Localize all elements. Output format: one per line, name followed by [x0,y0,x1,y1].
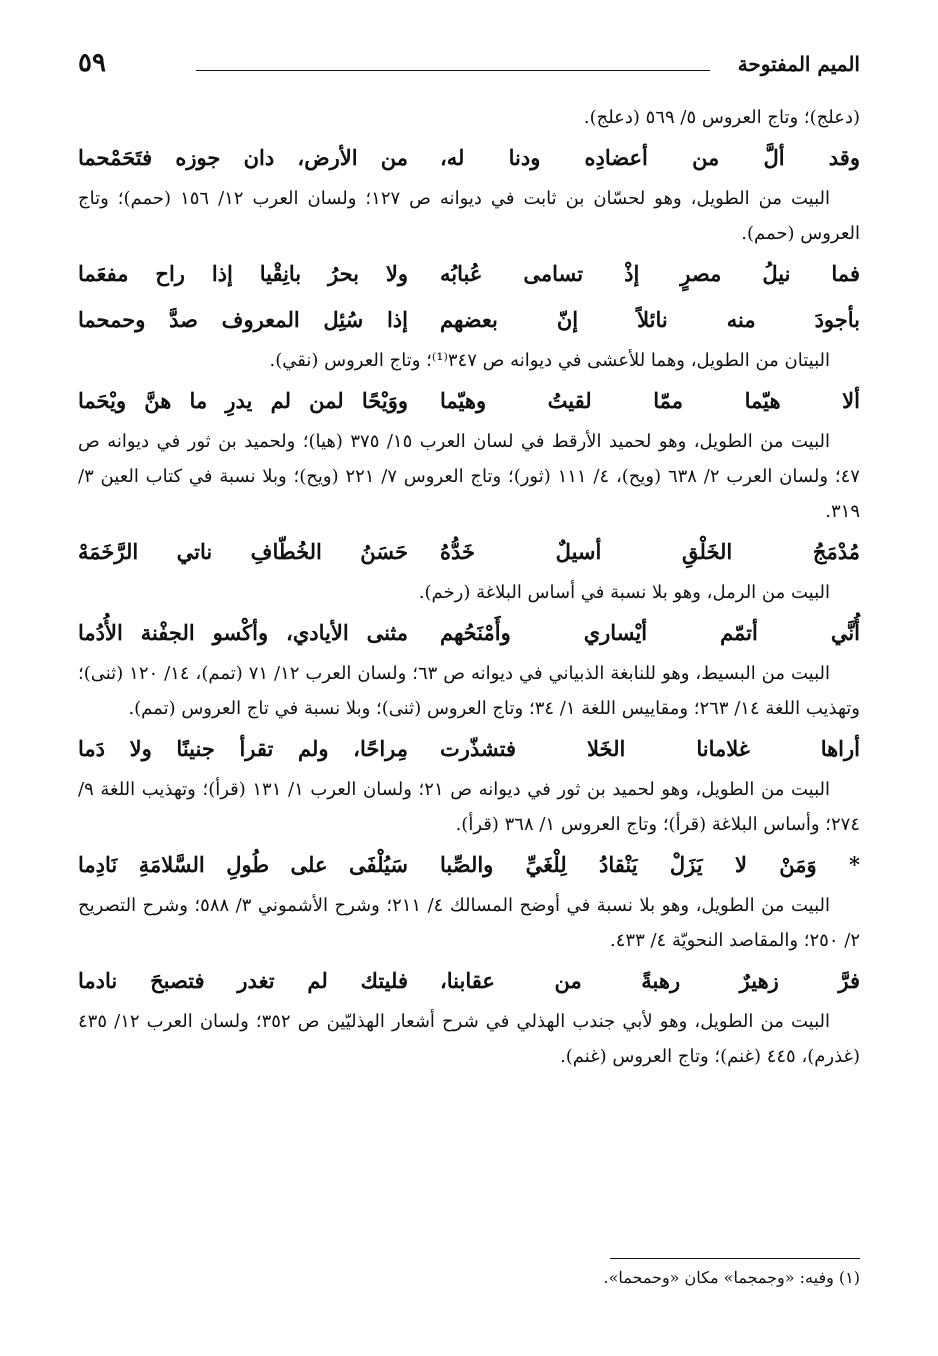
commentary-paragraph: البيت من الطويل، وهو لحميد بن ثور في ديوانه ص ٢١؛ ولسان العرب ١/ ١٣١ (قرأ)؛ وتهذيب اللغة ٩/ ٢٧٤؛ وأساس البلاغة (قرأ)؛ وتاج العروس ١/ ٣٦٨ (قرأ). [78,779,860,835]
header-rule [196,70,710,71]
verse-first-hemistich: ألا هيّما ممّا لقيتُ وهيّما [440,388,860,413]
page-body [78,100,860,1074]
verse-first-hemistich: أراها غلامانا الخَلا فتشذّرت [440,736,860,761]
verse-second-hemistich: من الأرض، دان جوزه فتَحَمْحما [78,145,408,170]
verse-line [78,378,860,424]
verse-first-hemistich: فرَّ زهيرٌ رهبةً من عقابنا، [440,968,860,993]
footnote-separator [610,1258,860,1259]
verse-first-hemistich: * وَمَنْ لا يَزَلْ يَنْقادُ لِلْغَيِّ والصِّبا [440,852,860,877]
commentary-paragraph: البيت من الطويل، وهو لحسّان بن ثابت في ديوانه ص ١٢٧؛ ولسان العرب ١٢/ ١٥٦ (حمم)؛ وتاج العروس (حمم). [78,188,860,244]
running-title: الميم المفتوحة [737,52,860,76]
verse-first-hemistich: فما نيلُ مصرٍ إذْ تسامى عُبابُه [440,261,860,286]
verse-second-hemistich: فليتك لم تغدر فتصبحَ نادما [78,968,408,993]
commentary-paragraph: البيت من الطويل، وهو بلا نسبة في أوضح المسالك ٤/ ٢١١؛ وشرح الأشموني ٣/ ٥٨٨؛ وشرح التصريح ٢/ ٢٥٠؛ والمقاصد النحويّة ٤/ ٤٣٣. [78,895,860,951]
verse-second-hemistich: ولا بحرُ بانِقْيا إذا راح مفعَما [78,261,408,286]
verse-line [78,842,860,888]
verse-line [78,251,860,297]
verse-second-hemistich: إذا سُئِل المعروف صدَّ وحمحما [78,307,408,332]
commentary-paragraph: البيت من البسيط، وهو للنابغة الذبياني في ديوانه ص ٦٣؛ ولسان العرب ١٢/ ٧١ (تمم)، ١٤/ ١٢٠ (ثنى)؛ وتهذيب اللغة ١٤/ ٢٦٣؛ ومقاييس اللغة ١/ ٣٤؛ وتاج العروس (ثنى)؛ وبلا نسبة في تاج العروس (تمم). [78,663,860,719]
verse-line [78,726,860,772]
page-number: ٥٩ [78,48,106,78]
page-header [78,48,860,92]
commentary-paragraph: البيت من الطويل، وهو لحميد الأرقط في لسان العرب ١٥/ ٣٧٥ (هيا)؛ ولحميد بن ثور في ديوانه ص ٤٧؛ ولسان العرب ٢/ ٦٣٨ (ويح)، ٤/ ١١١ (ثور)؛ وتاج العروس ٧/ ٢٢١ (ويح)؛ وبلا نسبة في كتاب العين ٣/ ٣١٩. [78,431,860,522]
verse-second-hemistich: حَسَنُ الخُطّافِ ناتي الرَّخَمَهْ [78,539,408,564]
verse-line [78,297,860,343]
verse-first-hemistich: مُدْمَجُ الخَلْقِ أسيلٌ خَدُّهُ [440,539,860,564]
verse-second-hemistich: ووَيْحًا لمن لم يدرِ ما هنَّ ويْحَما [78,388,408,413]
verse-second-hemistich: سَيُلْفَى على طُولِ السَّلامَةِ نَادِما [78,852,408,877]
verse-line [78,529,860,575]
verse-first-hemistich: أُنَّي أتمّم أيْساري وأَمْنَحُهم [440,620,860,645]
commentary-paragraph: البيت من الطويل، وهو لأبي جندب الهذلي في شرح أشعار الهذليّين ص ٣٥٢؛ ولسان العرب ١٢/ ٤٣٥ (غذرم)، ٤٤٥ (غنم)؛ وتاج العروس (غنم). [78,1011,860,1067]
verse-first-hemistich: بأجودَ منه نائلاً إنّ بعضهم [440,307,860,332]
footnote: (١) وفيه: «وجمجما» مكان «وحمحما». [603,1268,860,1287]
commentary-paragraph: (دعلج)؛ وتاج العروس ٥/ ٥٦٩ (دعلج). [583,107,860,128]
verse-line [78,958,860,1004]
verse-second-hemistich: مثنى الأيادي، وأكْسو الجفْنة الأُدُما [78,620,408,645]
verse-line [78,135,860,181]
commentary-paragraph: البيت من الرمل، وهو بلا نسبة في أساس البلاغة (رخم). [418,582,830,603]
verse-line [78,610,860,656]
verse-second-hemistich: مِراحًا، ولم تقرأ جنينًا ولا دَما [78,736,408,761]
commentary-paragraph: البيتان من الطويل، وهما للأعشى في ديوانه ص ٣٤٧⁽¹⁾؛ وتاج العروس (نقي). [269,350,830,371]
verse-first-hemistich: وقد ألَّ من أعضادِه ودنا له، [440,145,860,170]
